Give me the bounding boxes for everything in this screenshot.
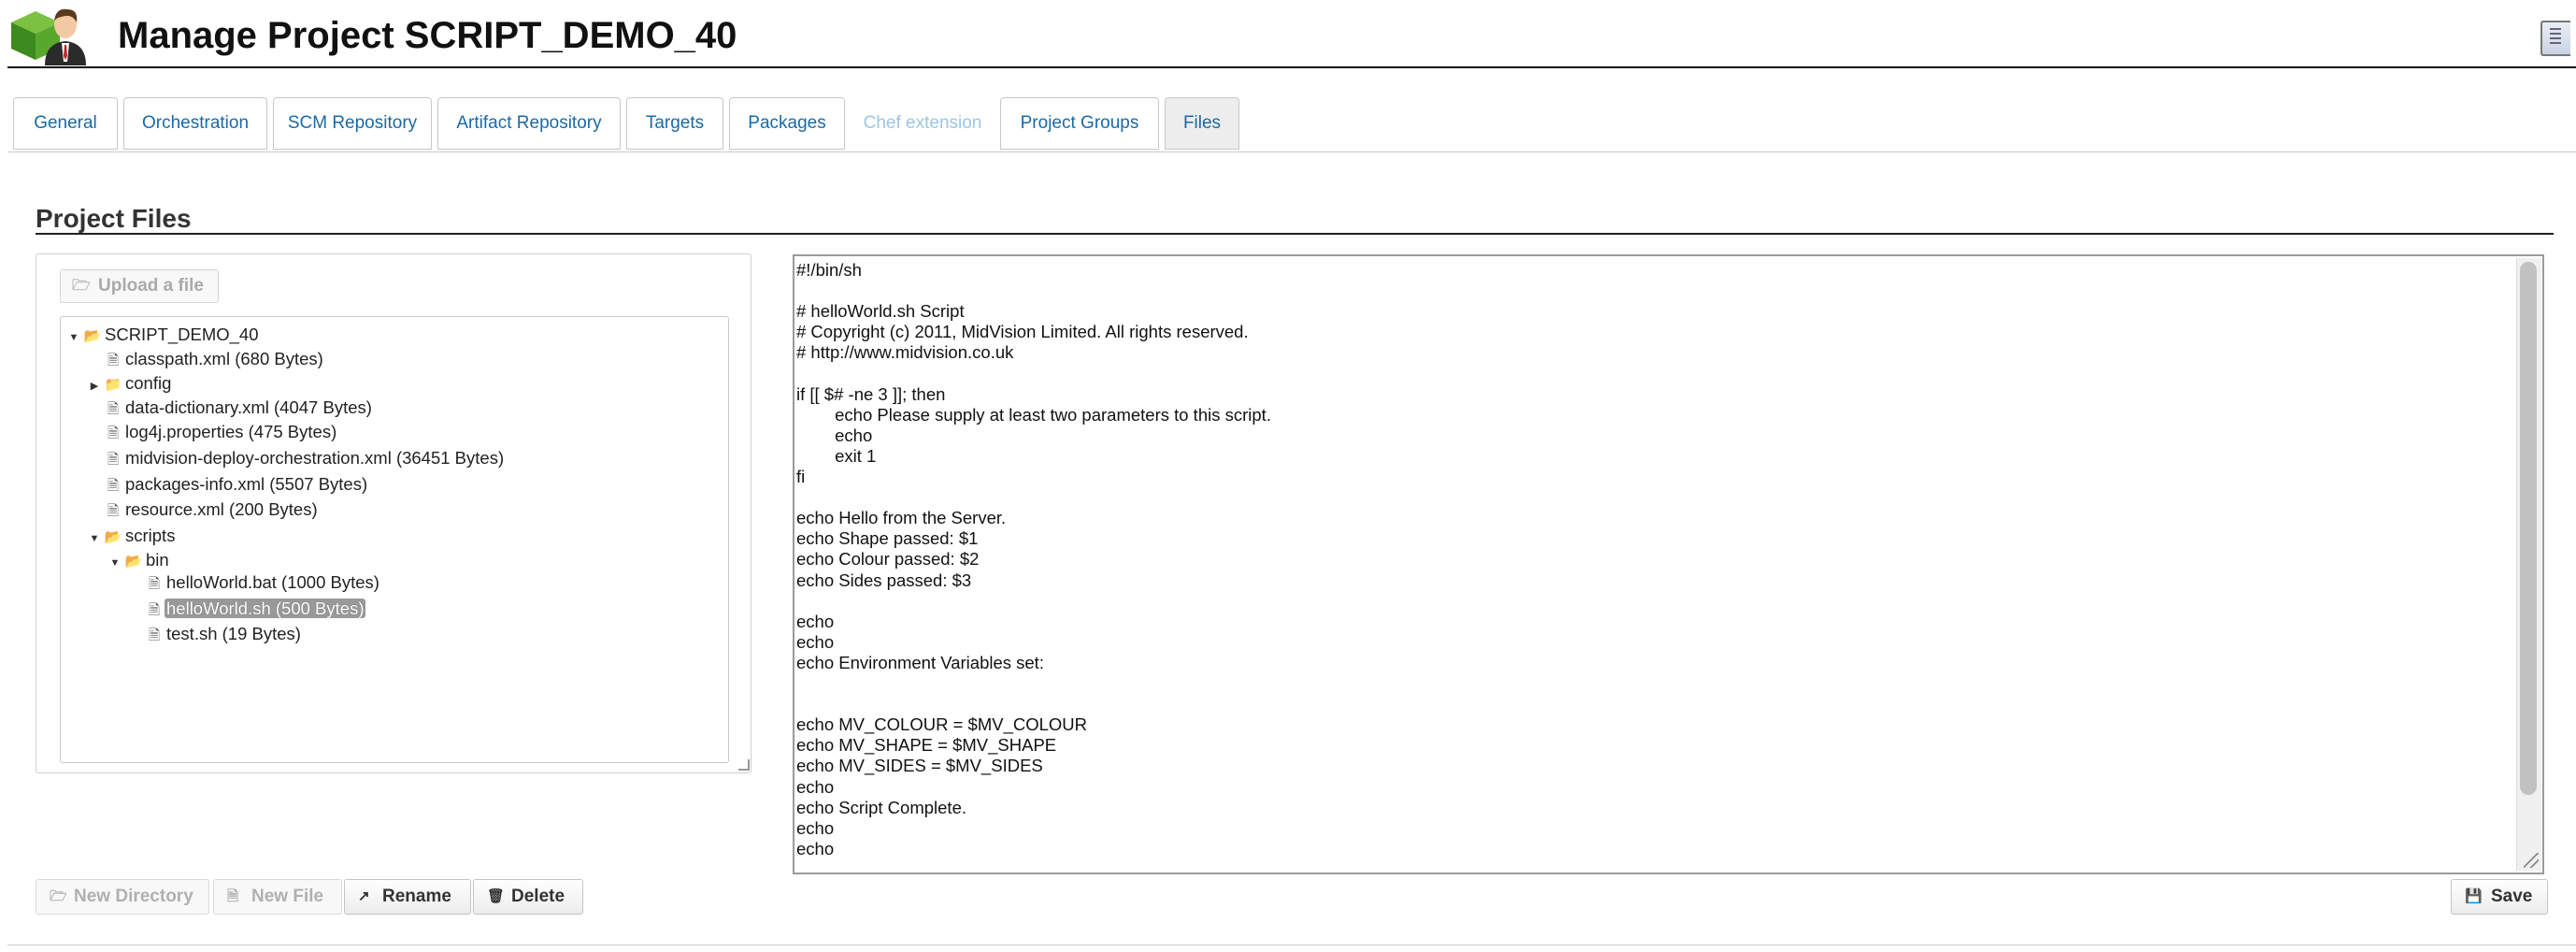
file-icon: 🗎 xyxy=(107,452,120,468)
expand-toggle-icon[interactable]: ▶ xyxy=(90,381,99,392)
tree-node-label: config xyxy=(125,373,172,393)
delete-button[interactable] xyxy=(473,879,583,915)
folder-icon: 🗁 xyxy=(72,278,91,294)
delete-label: Delete xyxy=(511,887,565,906)
tree-node-label: classpath.xml (680 Bytes) xyxy=(125,349,323,368)
file-icon: 🗎 xyxy=(148,627,161,643)
code-line: echo Shape passed: $1 xyxy=(796,528,979,549)
new-directory-label: New Directory xyxy=(74,887,193,906)
code-line: echo xyxy=(796,611,835,631)
code-line: # http://www.midvision.co.uk xyxy=(796,342,1014,363)
save-icon: 💾 xyxy=(2465,888,2483,904)
tree-node-file[interactable] xyxy=(86,347,325,371)
code-line: echo Hello from the Server. xyxy=(796,508,1007,528)
new-file-button xyxy=(213,879,342,915)
tree-node-file[interactable] xyxy=(86,498,320,522)
tree-node-file[interactable] xyxy=(86,396,374,420)
code-line: echo MV_COLOUR = $MV_COLOUR xyxy=(796,714,1088,735)
page-header xyxy=(0,0,2576,69)
tab-general[interactable]: General xyxy=(13,97,118,150)
menu-panel-icon[interactable] xyxy=(2540,21,2570,56)
file-icon: 🗎 xyxy=(107,401,120,417)
code-line: echo MV_SIDES = $MV_SIDES xyxy=(796,756,1043,776)
tab-packages[interactable]: Packages xyxy=(729,97,845,150)
user-avatar-logo-icon xyxy=(7,2,90,65)
code-line: echo Sides passed: $3 xyxy=(796,570,972,590)
section-divider xyxy=(36,233,2554,235)
tab-scm-repository[interactable]: SCM Repository xyxy=(273,97,432,150)
tab-bar xyxy=(7,97,2576,152)
editor-scrollbar-thumb[interactable] xyxy=(2520,262,2537,795)
tree-node-folder-config[interactable] xyxy=(86,371,173,396)
file-icon: 🗎 xyxy=(107,353,120,368)
code-line: echo xyxy=(796,817,835,838)
rename-button[interactable] xyxy=(344,879,471,915)
external-link-icon: ↗ xyxy=(358,888,370,904)
tab-project-groups[interactable]: Project Groups xyxy=(1000,97,1159,150)
collapse-toggle-icon[interactable]: ▼ xyxy=(109,557,121,569)
open-folder-icon: 📂 xyxy=(124,554,143,570)
code-line: echo Script Complete. xyxy=(796,797,967,817)
code-line: fi xyxy=(796,467,806,486)
upload-file-label: Upload a file xyxy=(98,276,204,296)
upload-file-button xyxy=(60,269,219,303)
tree-node-label: SCRIPT_DEMO_40 xyxy=(105,325,259,344)
tree-node-label: data-dictionary.xml (4047 Bytes) xyxy=(125,397,372,417)
folder-icon: 📁 xyxy=(104,377,122,393)
tree-node-file[interactable] xyxy=(86,446,506,470)
tree-node-label: test.sh (19 Bytes) xyxy=(166,624,301,643)
tree-node-file[interactable] xyxy=(86,420,338,444)
header-divider xyxy=(7,66,2576,68)
open-folder-icon: 📂 xyxy=(104,529,122,545)
tree-node-label: packages-info.xml (5507 Bytes) xyxy=(125,474,368,494)
tree-node-file[interactable] xyxy=(127,570,381,595)
file-icon: 🗎 xyxy=(107,478,120,494)
file-icon: 🗎 xyxy=(148,602,161,618)
collapse-toggle-icon[interactable]: ▼ xyxy=(89,533,100,544)
tree-node-label: log4j.properties (475 Bytes) xyxy=(125,422,337,441)
code-line: echo xyxy=(796,838,835,858)
code-line: echo Colour passed: $2 xyxy=(796,549,980,570)
tab-orchestration[interactable]: Orchestration xyxy=(123,97,267,150)
file-icon: 🗎 xyxy=(227,888,239,904)
save-label: Save xyxy=(2491,887,2533,906)
editor-resize-handle[interactable] xyxy=(2524,853,2539,868)
tree-node-file[interactable] xyxy=(127,622,303,646)
folder-icon: 🗁 xyxy=(50,888,67,904)
section-title: Project Files xyxy=(36,204,192,233)
file-icon: 🗎 xyxy=(107,503,120,519)
tree-node-file[interactable] xyxy=(86,472,369,497)
page-title: Manage Project SCRIPT_DEMO_40 xyxy=(118,15,737,56)
code-line: echo Please supply at least two parameters to this script. xyxy=(796,404,1271,425)
tree-node-folder-scripts[interactable] xyxy=(86,524,177,548)
code-line: exit 1 xyxy=(796,445,877,466)
code-line: echo Environment Variables set: xyxy=(796,652,1044,672)
open-folder-icon: 📂 xyxy=(83,328,102,344)
tab-artifact-repository[interactable]: Artifact Repository xyxy=(437,97,621,150)
file-icon: 🗎 xyxy=(148,576,161,592)
tab-targets[interactable]: Targets xyxy=(626,97,723,150)
tab-chef-extension: Chef extension xyxy=(851,97,995,150)
tree-node-label: scripts xyxy=(125,526,176,545)
tree-node-label: helloWorld.sh (500 Bytes) xyxy=(166,599,365,618)
collapse-toggle-icon[interactable]: ▼ xyxy=(68,332,79,343)
code-line: if [[ $# -ne 3 ]]; then xyxy=(796,383,946,404)
code-line: # helloWorld.sh Script xyxy=(796,301,965,322)
panel-resize-handle[interactable] xyxy=(738,759,750,771)
save-button[interactable] xyxy=(2451,879,2548,915)
tree-node-root[interactable] xyxy=(65,323,261,347)
tree-node-label: midvision-deploy-orchestration.xml (36451 Bytes) xyxy=(125,448,505,468)
code-line: echo MV_SHAPE = $MV_SHAPE xyxy=(796,735,1057,756)
code-line: echo xyxy=(796,776,835,797)
code-line: echo xyxy=(796,631,835,652)
code-line: # Copyright (c) 2011, MidVision Limited. All rights reserved. xyxy=(796,322,1249,342)
trash-icon: 🗑 xyxy=(487,888,506,904)
tree-node-label: bin xyxy=(146,550,169,570)
tree-node-label: helloWorld.bat (1000 Bytes) xyxy=(166,572,379,592)
code-line: #!/bin/sh xyxy=(796,260,862,280)
tree-node-folder-bin[interactable] xyxy=(107,548,171,572)
tree-node-label: resource.xml (200 Bytes) xyxy=(125,499,318,519)
file-content-editor[interactable] xyxy=(793,254,2544,874)
file-icon: 🗎 xyxy=(107,426,120,441)
new-file-label: New File xyxy=(251,887,324,906)
new-directory-button xyxy=(36,879,209,915)
code-line: echo xyxy=(796,425,873,445)
tree-node-file-selected[interactable] xyxy=(127,597,365,621)
rename-label: Rename xyxy=(382,887,451,906)
tab-files[interactable]: Files xyxy=(1165,97,1239,150)
